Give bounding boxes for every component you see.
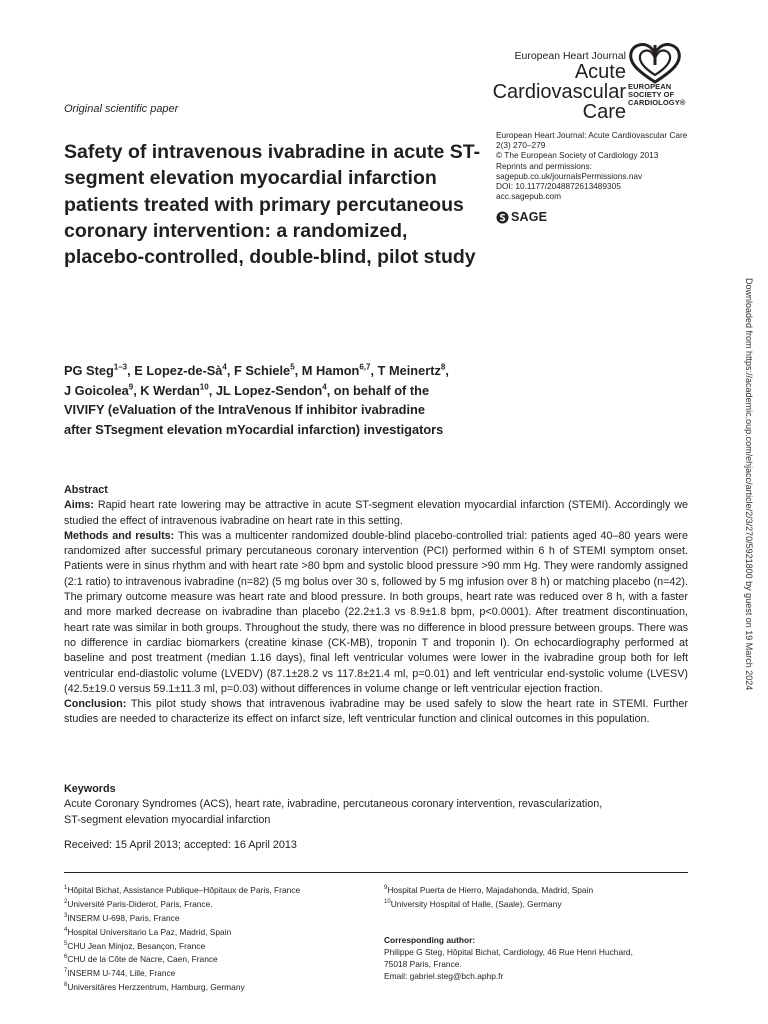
keywords-line-1: Acute Coronary Syndromes (ACS), heart rate, ivabradine, percutaneous coronary intervention, revascularization, [64, 798, 603, 811]
journal-meta [496, 130, 736, 201]
author-line-1 [64, 361, 544, 381]
author-line-2 [64, 381, 544, 401]
journal-name-care: Care [582, 101, 626, 123]
affiliation-item [64, 938, 364, 952]
affiliations-right [384, 882, 684, 910]
methods-text: This was a multicenter randomized double-blind placebo-controlled trial: patients aged 40–80 years were randomized after successful primary percutaneous coronary intervention (PCI) performed within 6 h of STEMI symptom onset. Patients were in sinus rhythm and with heart rate >80 bpm and systolic blood pressure >90 mm Hg. They were randomly assigned (2:1 ratio) to intravenous ivabradine (n=82) (5 mg bolus over 30 s, followed by 5 mg infusion over 8 h) or matching placebo (n=42). The primary outcome measure was heart rate and blood pressure. In both groups, heart rate was reduced over 8 h, with a faster and more marked decrease on ivabradine than placebo (22.2±1.3 vs 8.9±1.8 bpm, p<0.0001). After treatment discontinuation, heart rate was similar in both groups. Throughout the study, there was no difference in blood pressure between groups. There was no difference in cardiac biomarkers (creatine kinase (CK-MB), troponin T and troponin I). On echocardiography performed at baseline and post treatment (median 1.16 days), final left ventricular volumes were lower in the ivabradine group both for left ventricular end-diastolic volume (LVEDV) (87.1±28.2 vs 117.8±21.4 ml, p=0.01) and left ventricular end-systolic volume (LVESV) (42.5±19.0 versus 59.1±11.3 ml, p=0.03) without differences in volume change or left ventricular ejection fraction. [64, 529, 688, 695]
author-name: , E Lopez-de-Sà [127, 363, 223, 378]
affiliation-item [384, 882, 684, 896]
affiliation-number: 1 [64, 885, 68, 891]
affiliation-item [64, 951, 364, 965]
corresponding-heading: Corresponding author: [384, 935, 476, 945]
affiliation-number: 4 [64, 926, 68, 933]
esc-heart-logo-icon [626, 42, 684, 86]
affiliation-number: 10 [384, 898, 391, 905]
affiliation-marker: 10 [199, 382, 209, 392]
affiliation-item [64, 965, 364, 979]
keywords-heading: Keywords [64, 783, 116, 795]
author-name: , [445, 363, 449, 378]
journal-meta-line[interactable]: DOI: 10.1177/2048872613489305 [496, 181, 621, 192]
author-list [64, 361, 544, 439]
author-name: , T Meinertz [370, 363, 441, 378]
affiliation-text: INSERM U-744, Lille, France [67, 968, 176, 979]
paper-title: Safety of intravenous ivabradine in acute ST-segment elevation myocardial infarction patients treated with primary percutaneous coronary intervention: a randomized, placebo-controlled, double-blind, pilot study [64, 141, 481, 269]
affiliation-text: Hospital Universitario La Paz, Madrid, Spain [67, 926, 232, 937]
author-line-4: after STsegment elevation mYocardial infarction) investigators [64, 421, 444, 437]
author-name: , F Schiele [226, 363, 291, 378]
journal-name-acute: Acute [574, 61, 626, 83]
affiliation-marker: 1–3 [113, 362, 128, 372]
abstract-heading: Abstract [64, 484, 108, 496]
corresponding-line-2: 75018 Paris, France. [384, 959, 462, 970]
affiliation-item [64, 896, 364, 910]
affiliation-number: 3 [64, 912, 68, 919]
esc-wordmark [628, 83, 685, 107]
affiliation-number: 9 [384, 885, 388, 891]
affiliation-number: 8 [64, 982, 68, 989]
journal-meta-line[interactable]: acc.sagepub.com [496, 191, 562, 202]
received-date: Received: 15 April 2013; accepted: 16 April 2013 [64, 839, 297, 851]
journal-meta-line: European Heart Journal: Acute Cardiovascular Care [496, 130, 688, 140]
esc-line-2: SOCIETY OF [628, 90, 675, 99]
author-name: PG Steg [64, 363, 114, 378]
affiliation-item [64, 979, 364, 993]
affiliations-left [64, 882, 364, 993]
affiliation-text: CHU de la Côte de Nacre, Caen, France [67, 954, 218, 965]
affiliation-marker: 9 [128, 382, 134, 392]
download-notice[interactable]: Downloaded from https://academic.oup.com/ehjacc/article/2/3/270/5921800 by guest on 19 March 2024 [744, 278, 754, 691]
journal-brand [493, 50, 626, 122]
esc-line-3: CARDIOLOGY® [628, 98, 686, 107]
affiliation-marker: 4 [322, 382, 327, 392]
journal-meta-line: © The European Society of Cardiology 2013 [496, 150, 659, 161]
sage-mark-icon [496, 211, 509, 224]
affiliation-text: University Hospital of Halle, (Saale), Germany [390, 898, 562, 909]
affiliation-marker: 8 [440, 362, 446, 372]
journal-name-ehj: European Heart Journal [514, 50, 626, 62]
journal-name-cardiovascular: Cardiovascular [492, 81, 626, 103]
conclusion-label: Conclusion: [64, 698, 127, 711]
journal-meta-line: sagepub.co.uk/journalsPermissions.nav [496, 170, 643, 181]
sage-wordmark: SAGE [511, 210, 548, 224]
affiliation-number: 6 [64, 954, 68, 961]
author-name: , K Werdan [133, 382, 200, 398]
affiliation-text: Hospital Puerta de Hierro, Majadahonda, Madrid, Spain [387, 884, 594, 895]
keywords-line-2: ST-segment elevation myocardial infarction [64, 813, 271, 826]
esc-line-1: EUROPEAN [628, 82, 672, 91]
footnote-divider [64, 872, 688, 873]
affiliation-marker: 4 [222, 362, 227, 372]
corresponding-line-1: Philippe G Steg, Hôpital Bichat, Cardiology, 46 Rue Henri Huchard, [384, 947, 633, 958]
author-line-3: VIVIFY (eValuation of the IntraVenous If inhibitor ivabradine [64, 402, 425, 418]
conclusion-text: This pilot study shows that intravenous ivabradine may be used safely to slow the heart rate in STEMI. Further studies are needed to characterize its effect on infarct size, left ventricular function and clinical outcomes in this population. [64, 698, 688, 726]
affiliation-number: 2 [64, 898, 68, 905]
affiliation-item [64, 924, 364, 938]
affiliation-item [64, 910, 364, 924]
journal-meta-line: Reprints and permissions: [496, 160, 592, 171]
affiliation-marker: 6,7 [359, 362, 371, 372]
paper-type: Original scientific paper [64, 103, 179, 115]
author-name: , on behalf of the [326, 382, 430, 398]
aims-label: Aims: [64, 499, 94, 512]
methods-label: Methods and results: [64, 529, 175, 542]
affiliation-item [64, 882, 364, 896]
aims-text: Rapid heart rate lowering may be attractive in acute ST-segment elevation myocardial infarction (STEMI). Accordingly we studied the effect of intravenous ivabradine on heart rate in this setting. [64, 499, 688, 527]
keywords [64, 782, 684, 828]
abstract [64, 483, 688, 728]
author-name: J Goicolea [64, 382, 129, 398]
affiliation-text: Hôpital Bichat, Assistance Publique–Hôpitaux de Paris, France [67, 884, 301, 895]
affiliation-text: Université Paris-Diderot, Paris, France. [67, 898, 213, 909]
author-name: , M Hamon [294, 363, 360, 378]
affiliation-marker: 5 [290, 362, 295, 372]
download-sidebar [744, 278, 756, 778]
affiliation-item [384, 896, 684, 910]
affiliation-number: 5 [64, 940, 68, 947]
affiliation-number: 7 [64, 968, 68, 975]
affiliation-text: INSERM U-698, Paris, France [67, 912, 180, 923]
affiliation-text: CHU Jean Minjoz, Besançon, France [67, 940, 206, 951]
sage-logo [496, 210, 547, 224]
affiliation-text: Universitäres Herzzentrum, Hamburg, Germany [67, 982, 245, 993]
author-name: , JL Lopez-Sendon [208, 382, 323, 398]
corresponding-email[interactable]: Email: gabriel.steg@bch.aphp.fr [384, 971, 504, 982]
journal-meta-line: 2(3) 270–279 [496, 140, 546, 151]
corresponding-author [384, 934, 684, 982]
